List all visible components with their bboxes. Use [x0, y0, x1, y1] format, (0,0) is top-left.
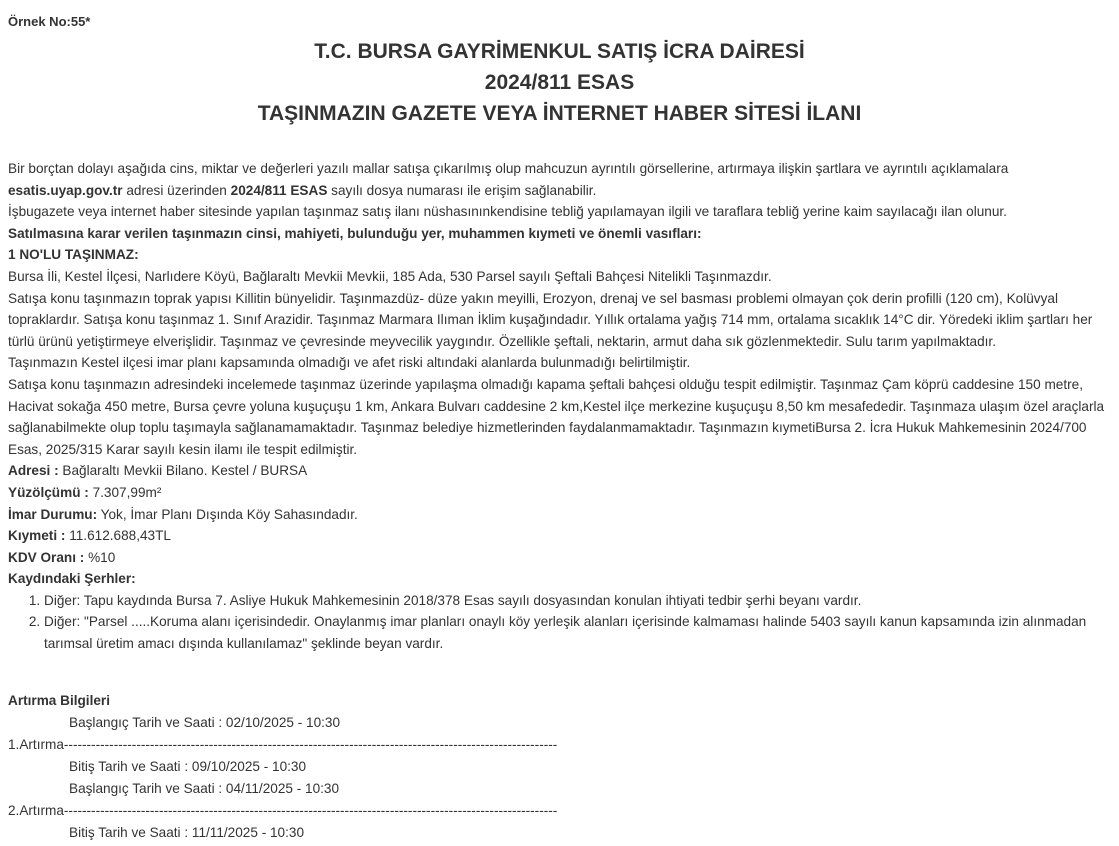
property-title — [8, 244, 1112, 266]
value-row — [8, 525, 1112, 547]
value-label: Kıymeti : — [8, 528, 66, 544]
vat-label: KDV Oranı : — [8, 549, 85, 565]
area-value: 7.307,99m² — [88, 484, 162, 500]
annotation-item: 1. Diğer: Tapu kaydında Bursa 7. Asliye Hukuk Mahkemesinin 2018/378 Esas sayılı dosyasından konulan ihtiyati tedbir şerhi beyanı vardır. — [44, 590, 1112, 612]
auction2-start: Başlangıç Tarih ve Saati : 04/11/2025 - 10:30 — [69, 781, 340, 796]
address-row — [8, 460, 1112, 482]
file-number: 2024/811 ESAS — [230, 182, 328, 198]
property-title-text: 1 NO'LU TAŞINMAZ: — [8, 247, 139, 263]
property-inspection: Satışa konu taşınmazın adresindeki incelemede taşınmaz üzerinde yapılaşma olmadığı kapama şeftali bahçesi olduğu tespit edilmiştir. Taşınmaz Çam köprü caddesine 150 metre, Hacivat sokağa 450 metre, Bursa çevre yoluna kuşuçuşu 1 km, Ankara Bulvarı caddesine 2 km,Kestel ilçe merkezine kuşuçuşu 8,50 km mesafededir. Taşınmaza ulaşım özel araçlarla sağlanabilmekte olup toplu taşımayla sağlanamamaktadır. Taşınmaz belediye hizmetlerinden faydalanmamaktadır. Taşınmazın kıymetiBursa 2. İcra Hukuk Mahkemesinin 2024/700 Esas, 2025/315 Karar sayılı kesin ilamı ile tespit edilmiştir. — [8, 376, 1105, 457]
example-number: Örnek No:55* — [8, 14, 91, 29]
auction-title — [8, 690, 1112, 712]
auction1-label: 1.Artırma------------------------------------------------------------------------------------------------------------- — [8, 737, 558, 752]
address-label: Adresi : — [8, 463, 59, 479]
property-location: Bursa İli, Kestel İlçesi, Narlıdere Köyü, Bağlaraltı Mevkii Mevkii, 185 Ada, 530 Parsel sayılı Şeftali Bahçesi Nitelikli Taşınmazdır. — [8, 268, 772, 284]
zoning-label: İmar Durumu: — [8, 506, 98, 522]
property-heading — [8, 223, 1112, 245]
title-block — [0, 36, 1119, 129]
intro-text: Bir borçtan dolayı aşağıda cins, miktar ve değerleri yazılı mallar satışa çıkarılmış olup mahcuzun ayrıntılı görsellerine, artırmaya ilişkin şartlara ve ayrıntılı açıklamalara — [8, 161, 1009, 176]
annotations-row — [8, 568, 1112, 590]
auction-title-text: Artırma Bilgileri — [8, 693, 110, 708]
intro-text-2: adresi üzerinden — [122, 182, 231, 198]
annotations-list — [8, 590, 1112, 655]
vat-row — [8, 547, 1112, 569]
property-soil-description: Satışa konu taşınmazın toprak yapısı Killitin bünyelidir. Taşınmazdüz- düze yakın meyilli, Erozyon, drenaj ve sel basması problemi olmayan çok derin profilli (120 cm), Kolüvyal topraklardır. Satışa konu taşınmaz 1. Sınıf Arazidir. Taşınmaz Marmara Ilıman İklim kuşağındadır. Yıllık ortalama yağış 714 mm, ortalama sıcaklık 14°C dir. Yöredeki iklim şartları her türlü ürünü yetiştirmeye elverişlidir. Taşınmaz ve çevresinde meyvecilik yaygındır. Özellikle şeftali, nektarin, armut daha sık gözlenmektedir. Sulu tarım yapılmaktadır. — [8, 290, 1093, 349]
annotations-label: Kaydındaki Şerhler: — [8, 571, 136, 587]
area-label: Yüzölçümü : — [8, 484, 89, 500]
auction2-label: 2.Artırma------------------------------------------------------------------------------------------------------------- — [8, 803, 558, 818]
area-row — [8, 482, 1112, 504]
auction1-start: Başlangıç Tarih ve Saati : 02/10/2025 - 10:30 — [69, 715, 341, 730]
auction2-end: Bitiş Tarih ve Saati : 11/11/2025 - 10:30 — [69, 825, 305, 840]
office-title: T.C. BURSA GAYRİMENKUL SATIŞ İCRA DAİRESİ — [314, 40, 805, 63]
intro-text-3: sayılı dosya numarası ile erişim sağlanabilir. — [327, 182, 597, 198]
esatis-site: esatis.uyap.gov.tr — [8, 182, 123, 198]
announcement-title: TAŞINMAZIN GAZETE VEYA İNTERNET HABER SİTESİ İLANI — [257, 102, 862, 125]
heading-text: Satılmasına karar verilen taşınmazın cinsi, mahiyeti, bulunduğu yer, muhammen kıymeti ve önemli vasıfları: — [8, 225, 702, 241]
property-zoning-note: Taşınmazın Kestel ilçesi imar planı kapsamında olmadığı ve afet riski altındaki alanlarda bulunmadığı belirtilmiştir. — [8, 355, 691, 371]
notice-paragraph: İşbugazete veya internet haber sitesinde yapılan taşınmaz satış ilanı nüshasınınkendisine tebliğ yapılamayan ilgili ve taraflara tebliğ yerine kaim sayılacağı ilan olunur. — [8, 204, 1007, 220]
vat-value: %10 — [84, 549, 116, 565]
announcement-body — [8, 158, 1112, 655]
zoning-value: Yok, İmar Planı Dışında Köy Sahasındadır. — [97, 506, 358, 522]
intro-paragraph — [8, 158, 1112, 201]
auction1-end: Bitiş Tarih ve Saati : 09/10/2025 - 10:30 — [69, 759, 307, 774]
case-number-title: 2024/811 ESAS — [484, 71, 635, 94]
annotation-item: 2. Diğer: "Parsel .....Koruma alanı içerisindedir. Onaylanmış imar planları onaylı köy yerleşik alanları içerisinde kalmaması halinde 5403 sayılı kanun kapsamında izin alınmadan tarımsal üretim amacı dışında kullanılamaz" şeklinde beyan vardır. — [44, 611, 1112, 654]
value-value: 11.612.688,43TL — [65, 528, 171, 544]
zoning-row — [8, 504, 1112, 526]
address-value: Bağlaraltı Mevkii Bilano. Kestel / BURSA — [58, 463, 308, 479]
auction-info — [8, 690, 1112, 844]
